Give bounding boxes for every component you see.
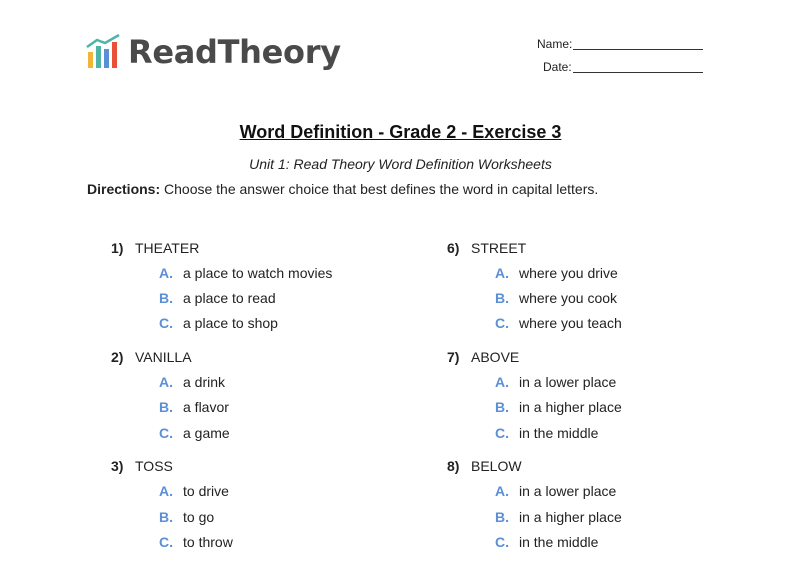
question-number: 6): [447, 240, 460, 256]
option-letter: B.: [495, 399, 509, 415]
question-number: 7): [447, 349, 460, 365]
option-text: where you teach: [519, 315, 622, 331]
date-field[interactable]: [543, 60, 572, 74]
readtheory-logo: [86, 34, 341, 70]
option-text: where you drive: [519, 265, 618, 281]
question-word: ABOVE: [471, 349, 520, 365]
name-label: Name:: [537, 37, 573, 51]
answer-option[interactable]: [495, 399, 622, 415]
name-line: [573, 37, 703, 50]
option-letter: C.: [159, 315, 173, 331]
option-text: to throw: [183, 534, 233, 550]
question-number: 2): [111, 349, 124, 365]
option-letter: C.: [495, 534, 509, 550]
option-text: where you cook: [519, 290, 618, 306]
option-text: to drive: [183, 483, 229, 499]
answer-option[interactable]: [159, 483, 229, 499]
question-number: 3): [111, 458, 124, 474]
option-text: in a lower place: [519, 374, 617, 390]
option-letter: B.: [495, 509, 509, 525]
option-letter: A.: [495, 374, 509, 390]
option-letter: A.: [159, 265, 173, 281]
option-letter: B.: [159, 399, 173, 415]
option-text: in a higher place: [519, 399, 622, 415]
option-text: in a higher place: [519, 509, 622, 525]
option-text: a place to shop: [183, 315, 278, 331]
directions: [87, 181, 598, 197]
option-text: in a lower place: [519, 483, 617, 499]
option-text: a place to watch movies: [183, 265, 333, 281]
option-letter: A.: [159, 483, 173, 499]
answer-option[interactable]: [495, 374, 616, 390]
worksheet-subtitle: Unit 1: Read Theory Word Definition Worksheets: [249, 156, 552, 172]
option-letter: B.: [495, 290, 509, 306]
option-letter: B.: [159, 290, 173, 306]
answer-option[interactable]: [495, 509, 622, 525]
answer-option[interactable]: [495, 315, 622, 331]
question-number: 8): [447, 458, 460, 474]
answer-option[interactable]: [159, 425, 230, 441]
answer-option[interactable]: [159, 399, 229, 415]
option-letter: B.: [159, 509, 173, 525]
answer-option[interactable]: [159, 315, 278, 331]
option-letter: C.: [495, 315, 509, 331]
option-letter: C.: [159, 534, 173, 550]
answer-option[interactable]: [159, 509, 214, 525]
date-label: Date:: [543, 60, 572, 74]
question-word: TOSS: [135, 458, 173, 474]
question-word: BELOW: [471, 458, 522, 474]
answer-option[interactable]: [495, 425, 598, 441]
bar-chart-logo-icon: [86, 34, 122, 70]
option-text: a place to read: [183, 290, 276, 306]
directions-label: Directions:: [87, 181, 161, 197]
option-letter: A.: [159, 374, 173, 390]
option-letter: C.: [159, 425, 173, 441]
option-text: in the middle: [519, 425, 599, 441]
option-text: a game: [183, 425, 230, 441]
answer-option[interactable]: [159, 290, 276, 306]
worksheet-title: Word Definition - Grade 2 - Exercise 3: [239, 122, 562, 142]
answer-option[interactable]: [159, 534, 233, 550]
option-text: a drink: [183, 374, 226, 390]
question-word: VANILLA: [135, 349, 192, 365]
option-letter: C.: [495, 425, 509, 441]
option-letter: A.: [495, 265, 509, 281]
question-number: 1): [111, 240, 124, 256]
answer-option[interactable]: [495, 290, 617, 306]
option-letter: A.: [495, 483, 509, 499]
directions-text: Choose the answer choice that best defines the word in capital letters.: [164, 181, 599, 197]
question-word: THEATER: [135, 240, 200, 256]
option-text: to go: [183, 509, 215, 525]
name-field[interactable]: [537, 37, 572, 51]
question-word: STREET: [471, 240, 527, 256]
answer-option[interactable]: [159, 265, 332, 281]
date-line: [573, 60, 703, 73]
answer-option[interactable]: [159, 374, 225, 390]
answer-option[interactable]: [495, 534, 598, 550]
answer-option[interactable]: [495, 265, 618, 281]
option-text: in the middle: [519, 534, 599, 550]
logo-wordmark: ReadTheory: [128, 33, 341, 71]
option-text: a flavor: [183, 399, 229, 415]
answer-option[interactable]: [495, 483, 616, 499]
